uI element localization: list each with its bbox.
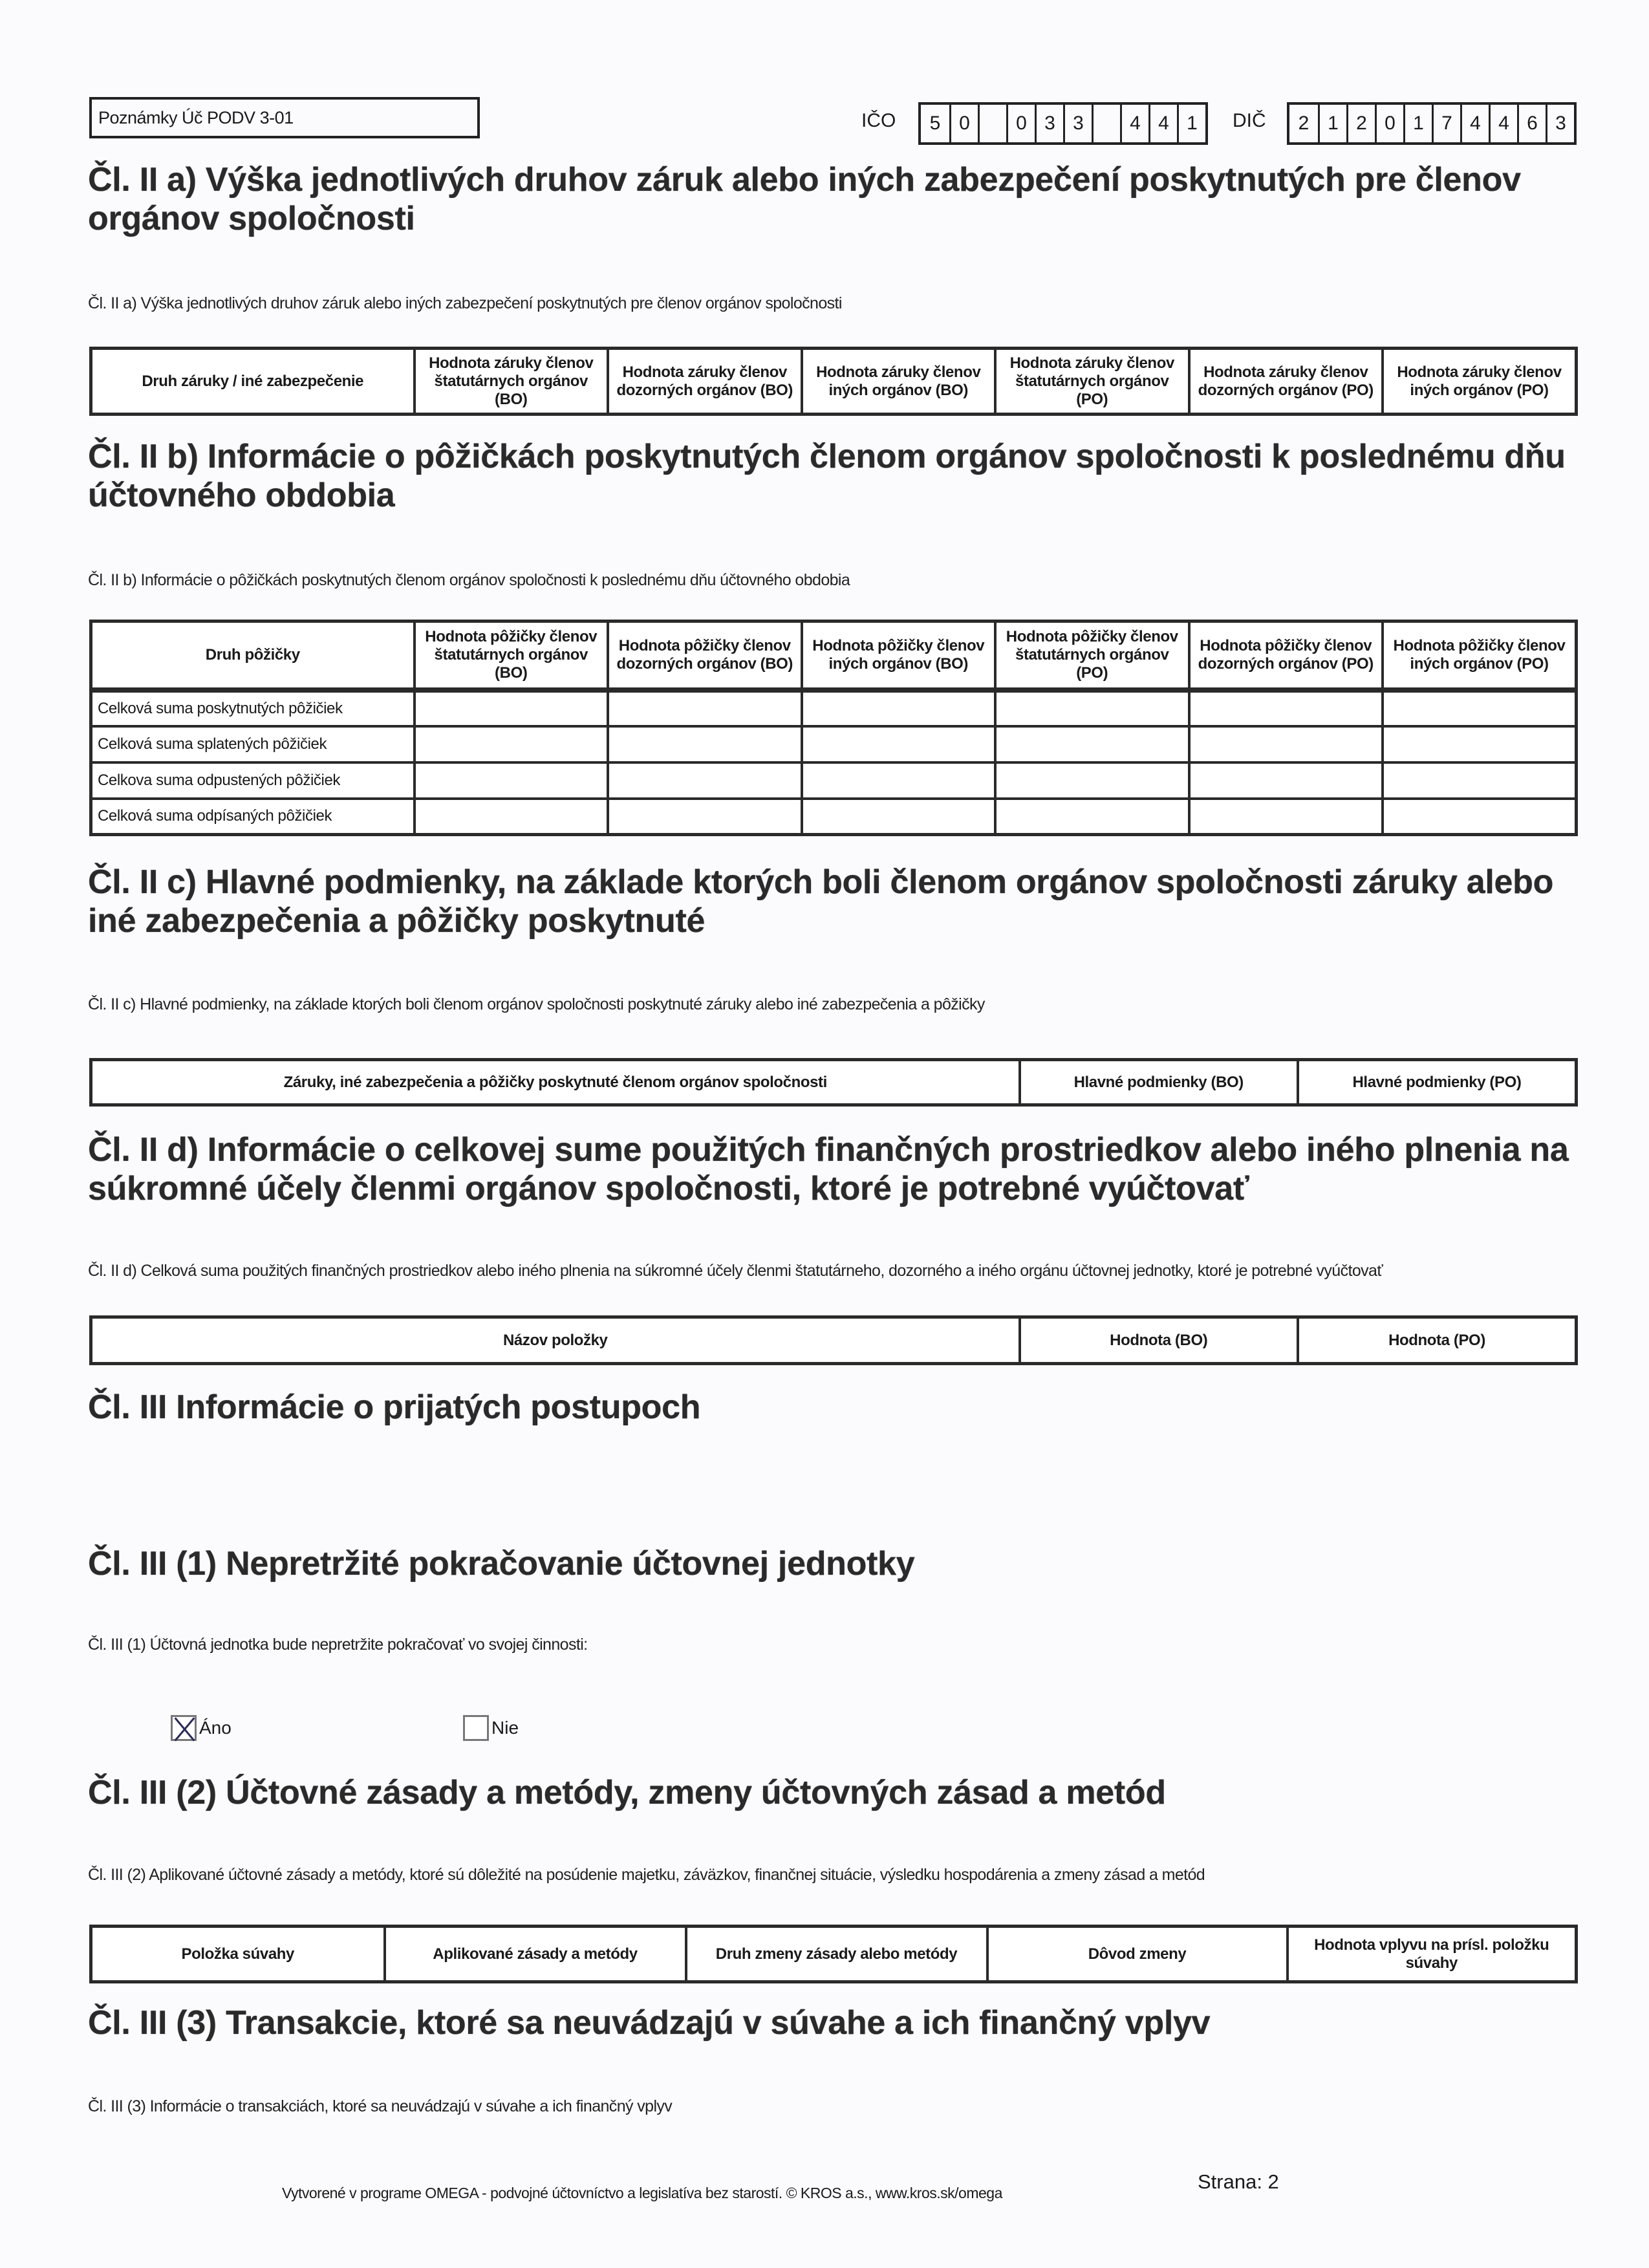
- section-2d-title: Čl. II d) Informácie o celkovej sume použitých finančných prostriedkov alebo iného plnenia na súkromné účely členmi orgánov spoločnosti, ktoré je potrebné vyúčtovať: [88, 1131, 1569, 1207]
- ico-digit: [978, 105, 1006, 142]
- dic-field[interactable]: [1287, 102, 1577, 145]
- dic-digit: 1: [1403, 105, 1432, 142]
- value-cell[interactable]: [608, 799, 802, 835]
- loans-table: [89, 620, 1578, 836]
- column-header: Hlavné podmienky (BO): [1020, 1060, 1299, 1105]
- ico-digit: 4: [1148, 105, 1177, 142]
- value-cell[interactable]: [1383, 690, 1577, 726]
- section-3-2-subtitle: Čl. III (2) Aplikované účtovné zásady a metódy, ktoré sú dôležité na posúdenie majetku, záväzkov, finančnej situácie, výsledku hospodárenia a zmeny zásad a metód: [88, 1866, 1205, 1884]
- value-cell[interactable]: [1383, 726, 1577, 762]
- column-header: Hodnota záruky členov dozorných orgánov (PO): [1189, 349, 1383, 415]
- ico-label: IČO: [861, 110, 896, 131]
- section-3-2-title: Čl. III (2) Účtovné zásady a metódy, zmeny účtovných zásad a metód: [88, 1774, 1166, 1811]
- value-cell[interactable]: [1189, 799, 1383, 835]
- section-3-title: Čl. III Informácie o prijatých postupoch: [88, 1388, 701, 1426]
- value-cell[interactable]: [608, 690, 802, 726]
- dic-digit: 2: [1298, 113, 1310, 134]
- value-cell[interactable]: [415, 726, 609, 762]
- value-cell[interactable]: [1383, 762, 1577, 799]
- value-cell[interactable]: [802, 690, 996, 726]
- option-label: Nie: [491, 1718, 519, 1738]
- ico-digit: 3: [1035, 105, 1063, 142]
- value-cell[interactable]: [415, 690, 609, 726]
- guarantees-table: [89, 347, 1578, 416]
- section-2b-subtitle: Čl. II b) Informácie o pôžičkách poskytnutých členom orgánov spoločnosti k poslednému dňu účtovného obdobia: [88, 571, 850, 589]
- section-2c-title: Čl. II c) Hlavné podmienky, na základe ktorých boli členom orgánov spoločnosti záruky alebo iné zabezpečenia a pôžičky poskytnuté: [88, 863, 1554, 940]
- section-2d-subtitle: Čl. II d) Celková suma použitých finančných prostriedkov alebo iného plnenia na súkromné účely členmi štatutárneho, dozorného a iného orgánu účtovnej jednotky, ktoré je potrebné vyúčtovať: [88, 1262, 1383, 1280]
- column-header: Hodnota (PO): [1298, 1317, 1577, 1364]
- ico-digit: [1092, 105, 1120, 142]
- row-label: Celkova suma odpustených pôžičiek: [91, 762, 415, 799]
- dic-digit: 2: [1346, 105, 1375, 142]
- value-cell[interactable]: [1383, 799, 1577, 835]
- column-header: Dôvod zmeny: [987, 1927, 1288, 1982]
- column-header: Druh zmeny zásady alebo metódy: [686, 1927, 987, 1982]
- value-cell[interactable]: [608, 726, 802, 762]
- row-label: Celková suma poskytnutých pôžičiek: [91, 690, 415, 726]
- section-2c-subtitle: Čl. II c) Hlavné podmienky, na základe ktorých boli členom orgánov spoločnosti poskytnuté záruky alebo iné zabezpečenia a pôžičky: [88, 995, 985, 1013]
- value-cell[interactable]: [415, 799, 609, 835]
- private-use-table: [89, 1315, 1578, 1365]
- option-nie[interactable]: [463, 1715, 519, 1741]
- ico-digit: 4: [1120, 105, 1148, 142]
- value-cell[interactable]: [1189, 690, 1383, 726]
- column-header: Druh pôžičky: [91, 621, 415, 690]
- dic-digit: 4: [1460, 105, 1489, 142]
- column-header: Položka súvahy: [91, 1927, 385, 1982]
- column-header: Záruky, iné zabezpečenia a pôžičky poskytnuté členom orgánov spoločnosti: [91, 1060, 1020, 1105]
- section-3-1-title: Čl. III (1) Nepretržité pokračovanie účtovnej jednotky: [88, 1545, 915, 1582]
- ico-digit: 0: [1006, 105, 1035, 142]
- column-header: Hodnota záruky členov iných orgánov (PO): [1383, 349, 1577, 415]
- column-header: Hodnota pôžičky členov dozorných orgánov (PO): [1189, 621, 1383, 690]
- section-2a-subtitle: Čl. II a) Výška jednotlivých druhov záruk alebo iných zabezpečení poskytnutých pre členov orgánov spoločnosti: [88, 294, 842, 312]
- column-header: Druh záruky / iné zabezpečenie: [91, 349, 415, 415]
- value-cell[interactable]: [1189, 726, 1383, 762]
- column-header: Hodnota pôžičky členov štatutárnych orgánov (BO): [415, 621, 609, 690]
- form-code: Poznámky Úč PODV 3-01: [98, 107, 294, 127]
- row-label: Celková suma splatených pôžičiek: [91, 726, 415, 762]
- value-cell[interactable]: [415, 762, 609, 799]
- form-code-box: [89, 97, 480, 138]
- value-cell[interactable]: [608, 762, 802, 799]
- section-3-1-subtitle: Čl. III (1) Účtovná jednotka bude nepretržite pokračovať vo svojej činnosti:: [88, 1636, 588, 1654]
- footer-credit: Vytvorené v programe OMEGA - podvojné účtovníctvo a legislatíva bez starostí. © KROS a.s., www.kros.sk/omega: [282, 2185, 1002, 2201]
- column-header: Hodnota pôžičky členov štatutárnych orgánov (PO): [995, 621, 1189, 690]
- section-3-3-subtitle: Čl. III (3) Informácie o transakciách, ktoré sa neuvádzajú v súvahe a ich finančný vplyv: [88, 2097, 673, 2115]
- column-header: Názov položky: [91, 1317, 1020, 1364]
- table-row: [91, 799, 1577, 835]
- value-cell[interactable]: [802, 799, 996, 835]
- section-2a-title: Čl. II a) Výška jednotlivých druhov záruk alebo iných zabezpečení poskytnutých pre členov orgánov spoločnosti: [88, 161, 1521, 237]
- dic-digit: 4: [1489, 105, 1517, 142]
- option-ano[interactable]: [171, 1715, 232, 1741]
- checkbox-checked-icon[interactable]: [171, 1715, 197, 1741]
- value-cell[interactable]: [802, 726, 996, 762]
- column-header: Hodnota záruky členov štatutárnych orgánov (BO): [415, 349, 609, 415]
- conditions-table: [89, 1058, 1578, 1107]
- row-label: Celková suma odpísaných pôžičiek: [91, 799, 415, 835]
- checkbox-empty-icon[interactable]: [463, 1715, 489, 1741]
- dic-label: DIČ: [1233, 110, 1266, 131]
- value-cell[interactable]: [1189, 762, 1383, 799]
- accounting-policies-table: [89, 1925, 1578, 1983]
- dic-digit: 6: [1517, 105, 1546, 142]
- ico-digit: 5: [929, 113, 941, 134]
- ico-field[interactable]: [918, 102, 1208, 145]
- value-cell[interactable]: [995, 762, 1189, 799]
- option-label: Áno: [199, 1718, 232, 1738]
- column-header: Hodnota vplyvu na prísl. položku súvahy: [1288, 1927, 1577, 1982]
- column-header: Aplikované zásady a metódy: [385, 1927, 686, 1982]
- column-header: Hodnota záruky členov dozorných orgánov (BO): [608, 349, 802, 415]
- ico-digit: 0: [949, 105, 978, 142]
- dic-digit: 0: [1375, 105, 1403, 142]
- table-row: [91, 726, 1577, 762]
- column-header: Hodnota záruky členov iných orgánov (BO): [802, 349, 996, 415]
- section-2b-title: Čl. II b) Informácie o pôžičkách poskytnutých členom orgánov spoločnosti k poslednému dňu účtovného obdobia: [88, 438, 1566, 514]
- value-cell[interactable]: [995, 799, 1189, 835]
- column-header: Hodnota záruky členov štatutárnych orgánov (PO): [995, 349, 1189, 415]
- dic-digit: 3: [1546, 105, 1574, 142]
- column-header: Hodnota pôžičky členov dozorných orgánov (BO): [608, 621, 802, 690]
- column-header: Hodnota pôžičky členov iných orgánov (BO): [802, 621, 996, 690]
- value-cell[interactable]: [995, 726, 1189, 762]
- value-cell[interactable]: [995, 690, 1189, 726]
- table-row: [91, 762, 1577, 799]
- value-cell[interactable]: [802, 762, 996, 799]
- ico-digit: 3: [1063, 105, 1092, 142]
- column-header: Hodnota (BO): [1020, 1317, 1299, 1364]
- column-header: Hlavné podmienky (PO): [1298, 1060, 1577, 1105]
- dic-digit: 1: [1318, 105, 1346, 142]
- table-row: [91, 690, 1577, 726]
- dic-digit: 7: [1432, 105, 1460, 142]
- column-header: Hodnota pôžičky členov iných orgánov (PO): [1383, 621, 1577, 690]
- page-number: Strana: 2: [1198, 2170, 1279, 2193]
- ico-digit: 1: [1177, 105, 1205, 142]
- section-3-3-title: Čl. III (3) Transakcie, ktoré sa neuvádzajú v súvahe a ich finančný vplyv: [88, 2004, 1211, 2042]
